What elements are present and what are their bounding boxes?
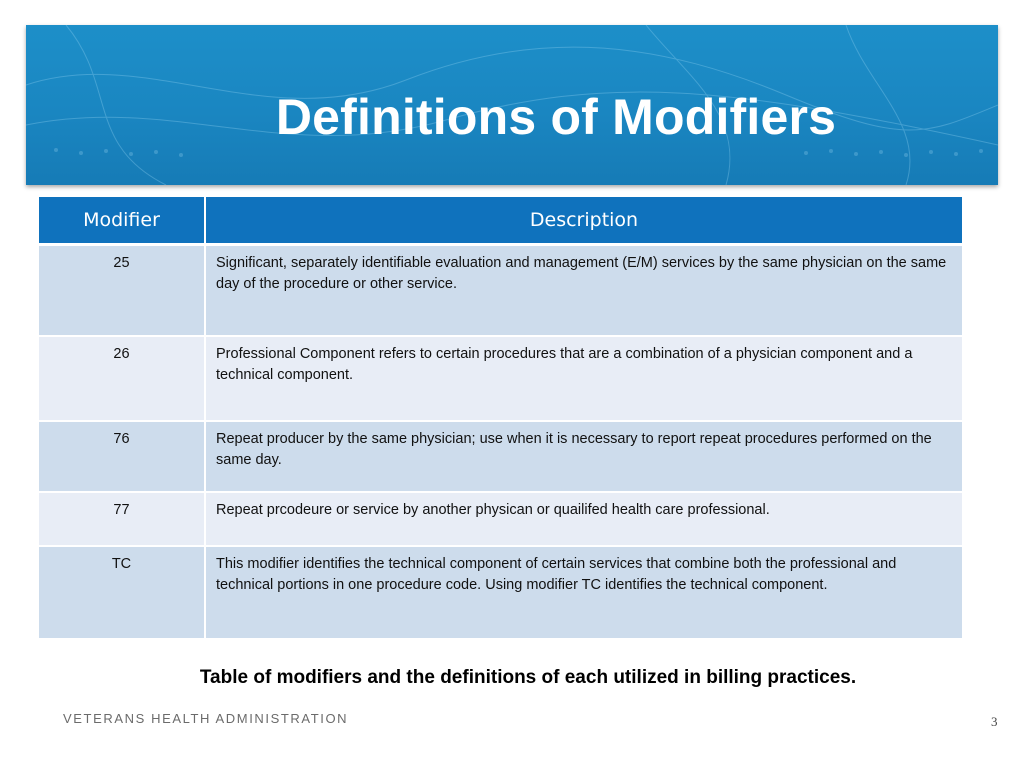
column-header-modifier: Modifier — [39, 197, 205, 245]
title-banner — [26, 25, 998, 185]
table-row — [39, 492, 962, 546]
table-row — [39, 421, 962, 492]
description-cell: This modifier identifies the technical component of certain services that combine both the professional and technical portions in one procedure code. Using modifier TC identifies the technical component. — [205, 546, 962, 639]
modifier-cell: TC — [39, 546, 205, 639]
modifiers-table — [39, 197, 962, 640]
table-header-row — [39, 197, 962, 245]
modifier-cell: 25 — [39, 245, 205, 337]
table-caption: Table of modifiers and the definitions of each utilized in billing practices. — [199, 667, 857, 688]
modifier-cell: 77 — [39, 492, 205, 546]
description-cell: Repeat prcodeure or service by another physican or quailifed health care professional. — [205, 492, 962, 546]
table-row — [39, 336, 962, 421]
column-header-description: Description — [205, 197, 962, 245]
description-cell: Professional Component refers to certain procedures that are a combination of a physician component and a technical component. — [205, 336, 962, 421]
page-number: 3 — [991, 714, 998, 729]
modifier-cell: 26 — [39, 336, 205, 421]
description-cell: Repeat producer by the same physician; use when it is necessary to report repeat procedures performed on the same day. — [205, 421, 962, 492]
slide-title: Definitions of Modifiers — [275, 89, 837, 145]
modifier-cell: 76 — [39, 421, 205, 492]
table-row — [39, 245, 962, 337]
footer-organization: VETERANS HEALTH ADMINISTRATION — [63, 711, 349, 726]
table-row — [39, 546, 962, 639]
description-cell: Significant, separately identifiable evaluation and management (E/M) services by the same physician on the same day of the procedure or other service. — [205, 245, 962, 337]
